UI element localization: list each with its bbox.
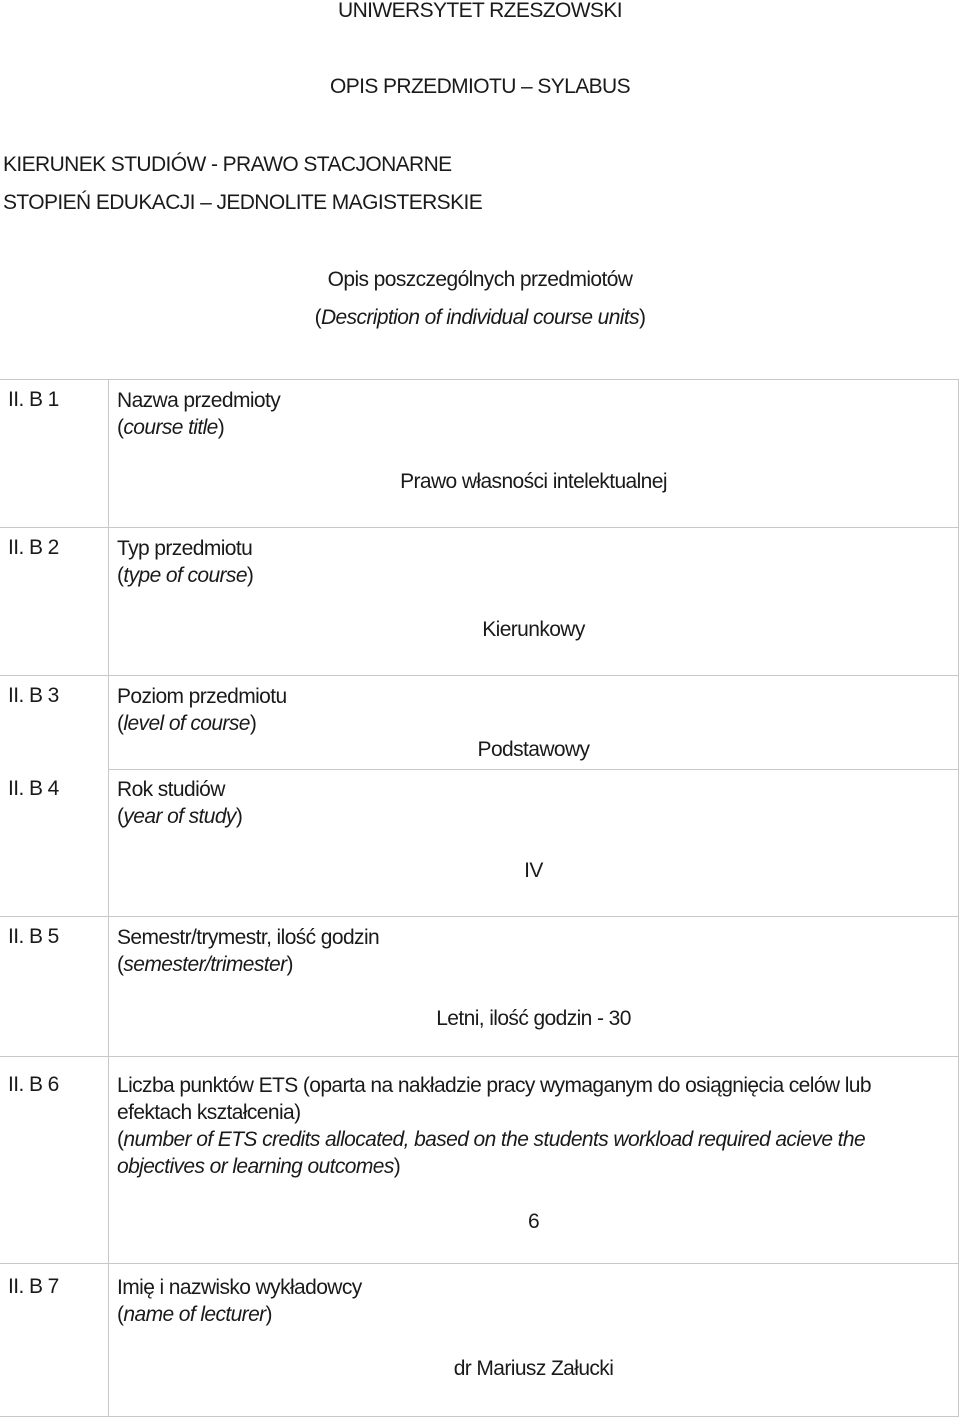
label-en: (semester/trimester) (117, 953, 293, 976)
row-label (117, 387, 280, 441)
row-code: II. B 5 (8, 925, 59, 948)
paren-open: ( (314, 306, 321, 329)
row-divider (0, 916, 958, 917)
label-pl: Semestr/trymestr, ilość godzin (117, 926, 380, 949)
row-value: 6 (527, 1210, 540, 1233)
degree-level: STOPIEŃ EDUKACJI – JEDNOLITE MAGISTERSKIE (3, 191, 483, 214)
label-en: (course title) (117, 416, 225, 439)
university-name: UNIWERSYTET RZESZOWSKI (338, 0, 622, 22)
label-pl: Poziom przedmiotu (117, 685, 287, 708)
label-pl: Nazwa przedmioty (117, 389, 281, 412)
row-divider (0, 1263, 958, 1264)
label-en-line2: objectives or learning outcomes) (117, 1155, 401, 1178)
row-value: Podstawowy (477, 738, 590, 761)
label-en: (year of study) (117, 805, 243, 828)
row-code: II. B 4 (8, 777, 59, 800)
column-divider (108, 380, 109, 1416)
row-label (117, 776, 242, 830)
row-divider (0, 675, 958, 676)
row-code: II. B 3 (8, 684, 59, 707)
label-pl: Typ przedmiotu (117, 537, 253, 560)
label-pl-line2: efektach kształcenia) (117, 1101, 301, 1124)
row-label (117, 1072, 953, 1180)
row-value: IV (524, 859, 543, 882)
label-en: (name of lecturer) (117, 1303, 272, 1326)
section-title-en (0, 306, 960, 330)
label-en: (type of course) (117, 564, 254, 587)
row-value: dr Mariusz Załucki (453, 1357, 614, 1380)
row-code: II. B 1 (8, 388, 59, 411)
row-value: Kierunkowy (482, 618, 585, 641)
row-code: II. B 2 (8, 536, 59, 559)
row-divider (0, 527, 958, 528)
row-divider (108, 769, 958, 770)
row-code: II. B 6 (8, 1073, 59, 1096)
paren-close: ) (639, 306, 646, 329)
label-en: (level of course) (117, 712, 257, 735)
field-of-study: KIERUNEK STUDIÓW - PRAWO STACJONARNE (3, 153, 452, 176)
row-label (117, 1274, 362, 1328)
row-value: Letni, ilość godzin - 30 (436, 1007, 631, 1030)
row-label (117, 924, 379, 978)
row-divider (0, 1056, 958, 1057)
row-code: II. B 7 (8, 1275, 59, 1298)
section-title-pl: Opis poszczególnych przedmiotów (327, 268, 633, 291)
label-en-line1: (number of ETS credits allocated, based on the students workload required acieve the (117, 1128, 866, 1151)
document-title: OPIS PRZEDMIOTU – SYLABUS (329, 75, 631, 98)
row-value: Prawo własności intelektualnej (400, 470, 667, 493)
section-title-en-text: Description of individual course units (320, 306, 640, 329)
label-pl: Imię i nazwisko wykładowcy (117, 1276, 362, 1299)
label-pl-line1: Liczba punktów ETS (oparta na nakładzie pracy wymaganym do osiągnięcia celów lub (117, 1074, 871, 1097)
row-label (117, 683, 287, 737)
row-label (117, 535, 253, 589)
label-pl: Rok studiów (117, 778, 225, 801)
